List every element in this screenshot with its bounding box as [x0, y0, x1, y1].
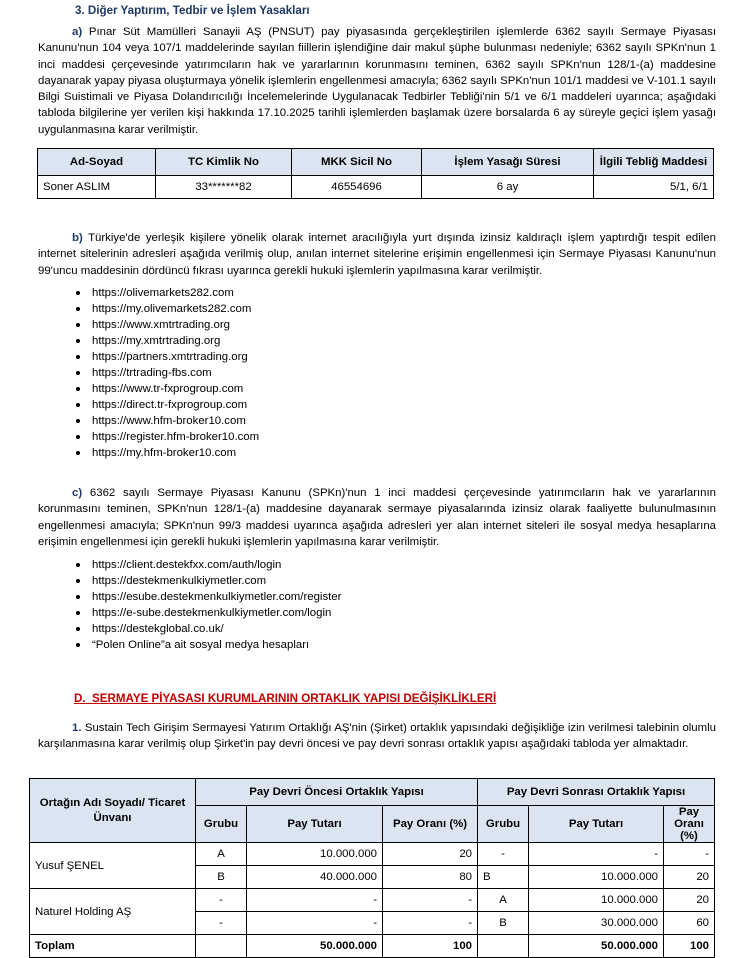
cell-group-after: A [478, 889, 529, 912]
subheader-ratio-after: Pay Oranı (%) [664, 806, 715, 843]
section-d-letter: D. [74, 692, 86, 705]
total-ratio-before: 100 [383, 935, 478, 958]
section-3-heading: 3. Diğer Yaptırım, Tedbir ve İşlem Yasakları [75, 4, 310, 17]
list-item: https://olivemarkets282.com [73, 285, 259, 301]
cell-group-before: - [196, 912, 247, 935]
total-label: Toplam [30, 935, 196, 958]
cell-ratio-after: 20 [664, 866, 715, 889]
list-item: https://destekglobal.co.uk/ [73, 621, 341, 637]
cell-ratio-before: - [383, 912, 478, 935]
list-item: https://destekmenkulkiymetler.com [73, 573, 341, 589]
cell-group-before: A [196, 843, 247, 866]
paragraph-a [38, 24, 716, 138]
paragraph-d1-text: Sustain Tech Girişim Sermayesi Yatırım Ortaklığı AŞ'nin (Şirket) ortaklık yapısındaki değişikliğe izin verilmesi talebinin olumlu karşılanmasına karar verilmiş olup Şirket'in pay devri öncesi ve pay devri sonrası ortaklık yapısı aşağıdaki tabloda yer almaktadır. [38, 722, 716, 751]
cell-amount-before: - [247, 912, 383, 935]
blocked-sites-list-c [73, 557, 341, 653]
total-amount-before: 50.000.000 [247, 935, 383, 958]
list-item: https://client.destekfxx.com/auth/login [73, 557, 341, 573]
list-item: https://esube.destekmenkulkiymetler.com/register [73, 589, 341, 605]
col-header-holder: Ortağın Adı Soyadı/ Ticaret Ünvanı [30, 779, 196, 843]
list-item: https://partners.xmtrtrading.org [73, 349, 259, 365]
cell-article: 5/1, 6/1 [594, 176, 714, 199]
list-item: https://register.hfm-broker10.com [73, 429, 259, 445]
list-item: https://trtrading-fbs.com [73, 365, 259, 381]
header-before-transfer: Pay Devri Öncesi Ortaklık Yapısı [196, 779, 478, 806]
list-item: https://www.tr-fxprogroup.com [73, 381, 259, 397]
list-item: https://e-sube.destekmenkulkiymetler.com/login [73, 605, 341, 621]
subheader-amount-before: Pay Tutarı [247, 806, 383, 843]
cell-ratio-after: - [664, 843, 715, 866]
cell-ratio-before: 20 [383, 843, 478, 866]
col-header-mkk: MKK Sicil No [292, 149, 422, 176]
total-row [30, 935, 715, 958]
trading-ban-table [37, 148, 714, 199]
list-item: https://my.hfm-broker10.com [73, 445, 259, 461]
cell-group-after: B [478, 866, 529, 889]
paragraph-b-label: b) [72, 232, 83, 244]
holder-name: Yusuf ŞENEL [30, 843, 196, 889]
paragraph-b [38, 230, 716, 279]
list-item: “Polen Online”a ait sosyal medya hesapları [73, 637, 341, 653]
total-amount-after: 50.000.000 [529, 935, 664, 958]
cell-ratio-before: 80 [383, 866, 478, 889]
list-item: https://www.hfm-broker10.com [73, 413, 259, 429]
cell-amount-before: 40.000.000 [247, 866, 383, 889]
paragraph-c [38, 485, 716, 550]
table-row [38, 176, 714, 199]
paragraph-c-text: 6362 sayılı Sermaye Piyasası Kanunu (SPKn)'nun 1 inci maddesi çerçevesinde yatırımcıların hak ve yararlarının korunmasını teminen, SPKn'nun 128/1-(a) maddesine dayanarak sermaye piyasalarında izinsiz olarak faaliyette bulunulmasının engellenmesi amacıyla; SPKn'nun 99/3 maddesi uyarınca aşağıda adresleri yer alan internet siteleri ile sosyal medya hesaplarına erişimin engellenmesi için gerekli hukuki işlemlerin yapılmasına karar verilmiştir. [38, 487, 716, 548]
table-row [30, 843, 715, 866]
cell-group-before: - [196, 889, 247, 912]
col-header-duration: İşlem Yasağı Süresi [422, 149, 594, 176]
section-d-heading [74, 692, 496, 705]
cell-group-before: B [196, 866, 247, 889]
cell-tc: 33*******82 [156, 176, 292, 199]
list-item: https://my.xmtrtrading.org [73, 333, 259, 349]
cell-duration: 6 ay [422, 176, 594, 199]
ownership-structure-table [29, 778, 715, 958]
col-header-tc: TC Kimlik No [156, 149, 292, 176]
cell-name: Soner ASLIM [38, 176, 156, 199]
cell-ratio-after: 20 [664, 889, 715, 912]
paragraph-d1 [38, 720, 716, 753]
cell-amount-after: 10.000.000 [529, 889, 664, 912]
cell-amount-after: - [529, 843, 664, 866]
cell-ratio-after: 60 [664, 912, 715, 935]
table-row [30, 889, 715, 912]
header-after-transfer: Pay Devri Sonrası Ortaklık Yapısı [478, 779, 715, 806]
subheader-amount-after: Pay Tutarı [529, 806, 664, 843]
paragraph-a-text: Pınar Süt Mamülleri Sanayii AŞ (PNSUT) pay piyasasında gerçekleştirilen işlemlerde 6362 sayılı Sermaye Piyasası Kanunu'nun 104 veya 107/1 maddelerinde sayılan fiillerin işlendiğine dair makul şüphe bulunması nedeniyle; 6362 sayılı SPKn'nun 1 inci maddesi çerçevesinde yatırımcıların hak ve yararlarının korunmasını teminen, 6362 sayılı SPKn'nun 128/1-(a) maddesine dayanarak yapay piyasa oluşturmaya yönelik işlemlerin engellenmesi amacıyla; 6362 sayılı SPKn'nun 101/1 maddesi ve V-101.1 sayılı Bilgi Suistimali ve Piyasa Dolandırıcılığı İncelemelerinde Uygulanacak Tedbirler Tebliği'nin 5/1 ve 6/1 maddeleri uyarınca; aşağıdaki tabloda bilgilerine yer verilen kişi hakkında 17.10.2025 tarihli işlemlerden başlamak üzere borsalarda 6 ay süreyle geçici işlem yasağı uygulanmasına karar verilmiştir. [38, 26, 716, 136]
paragraph-d1-label: 1. [72, 722, 82, 734]
cell-group-after: - [478, 843, 529, 866]
blocked-sites-list-b [73, 285, 259, 461]
section-d-title: SERMAYE PİYASASI KURUMLARININ ORTAKLIK YAPISI DEĞİŞİKLİKLERİ [92, 692, 497, 705]
subheader-group-after: Grubu [478, 806, 529, 843]
col-header-article: İlgili Tebliğ Maddesi [594, 149, 714, 176]
total-ratio-after: 100 [664, 935, 715, 958]
cell-amount-before: - [247, 889, 383, 912]
subheader-group-before: Grubu [196, 806, 247, 843]
cell-group-after: B [478, 912, 529, 935]
subheader-ratio-before: Pay Oranı (%) [383, 806, 478, 843]
col-header-name: Ad-Soyad [38, 149, 156, 176]
cell-mkk: 46554696 [292, 176, 422, 199]
paragraph-b-text: Türkiye'de yerleşik kişilere yönelik olarak internet aracılığıyla yurt dışında izinsiz kaldıraçlı işlem yaptırdığı tespit edilen internet sitelerinin adresleri aşağıda verilmiş olup, anılan internet sitelerine erişimin engellenmesi için Sermaye Piyasası Kanunu'nun 99'uncu maddesinin dördüncü fıkrası uyarınca gerekli hukuki işlemlerin yapılmasına karar verilmiştir. [38, 232, 716, 277]
list-item: https://www.xmtrtrading.org [73, 317, 259, 333]
paragraph-c-label: c) [72, 487, 83, 499]
cell-amount-after: 30.000.000 [529, 912, 664, 935]
holder-name: Naturel Holding AŞ [30, 889, 196, 935]
cell-amount-after: 10.000.000 [529, 866, 664, 889]
cell-ratio-before: - [383, 889, 478, 912]
paragraph-a-label: a) [72, 26, 83, 38]
list-item: https://direct.tr-fxprogroup.com [73, 397, 259, 413]
list-item: https://my.olivemarkets282.com [73, 301, 259, 317]
cell-amount-before: 10.000.000 [247, 843, 383, 866]
